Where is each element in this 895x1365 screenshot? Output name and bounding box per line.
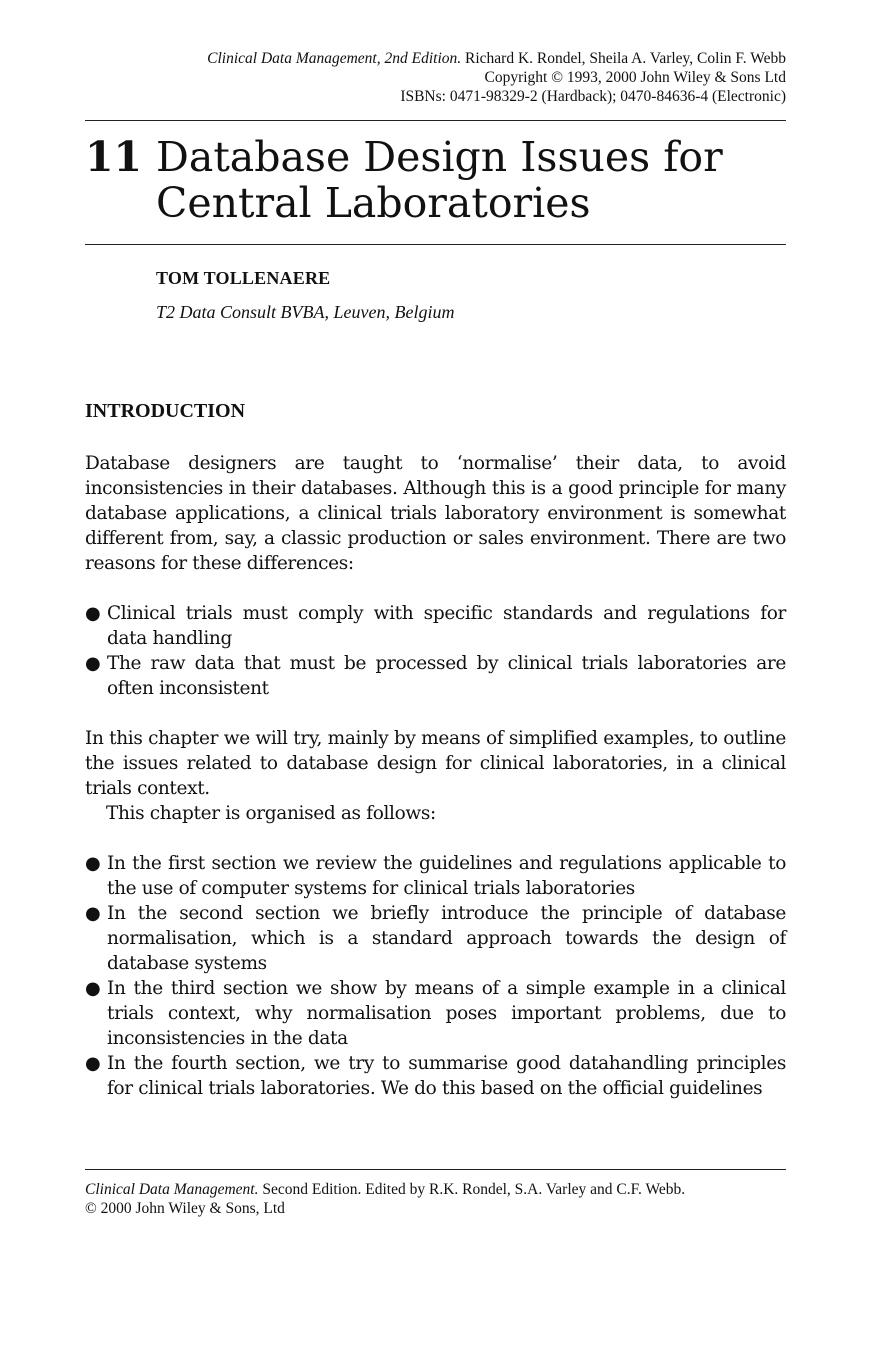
list-item xyxy=(85,601,786,651)
list-item-text: In the second section we briefly introduce the principle of database normalisation, which is a standard approach towards the design of database systems xyxy=(107,903,786,974)
bullet-icon: ● xyxy=(85,853,101,874)
running-header xyxy=(85,49,786,106)
chapter-title xyxy=(156,134,776,226)
bullet-icon: ● xyxy=(85,978,101,999)
list-item-text: Clinical trials must comply with specific standards and regulations for data handling xyxy=(107,603,786,649)
header-authors: Richard K. Rondel, Sheila A. Varley, Colin F. Webb xyxy=(461,50,786,67)
header-book-title: Clinical Data Management, 2nd Edition. xyxy=(207,50,462,67)
list-item xyxy=(85,1051,786,1101)
header-divider xyxy=(85,120,786,121)
header-isbns: ISBNs: 0471-98329-2 (Hardback); 0470-84636-4 (Electronic) xyxy=(400,88,786,105)
intro-paragraph-2: In this chapter we will try, mainly by means of simplified examples, to outline the issues related to database design for clinical laboratories, in a clinical trials context. xyxy=(85,728,786,799)
intro-paragraph-1: Database designers are taught to ‘normalise’ their data, to avoid inconsistencies in their databases. Although this is a good principle for many database applications, a clinical trials laboratory environment is somewhat different from, say, a classic production or sales environment. There are two reasons for these differences: xyxy=(85,453,786,574)
list-item-text: In the third section we show by means of a simple example in a clinical trials context, why normalisation poses important problems, due to inconsistencies in the data xyxy=(107,978,786,1049)
bullet-icon: ● xyxy=(85,903,101,924)
header-citation-line xyxy=(85,49,786,68)
footer-copyright: © 2000 John Wiley & Sons, Ltd xyxy=(85,1200,285,1217)
footer-book-title: Clinical Data Management. xyxy=(85,1181,259,1198)
list-item xyxy=(85,901,786,976)
title-divider xyxy=(85,244,786,245)
author-affiliation: T2 Data Consult BVBA, Leuven, Belgium xyxy=(156,302,455,322)
bullet-icon: ● xyxy=(85,653,101,674)
list-item-text: In the fourth section, we try to summarise good datahandling principles for clinical trials laboratories. We do this based on the official guidelines xyxy=(107,1053,786,1099)
list-item-text: The raw data that must be processed by clinical trials laboratories are often inconsistent xyxy=(107,653,786,699)
chapter-outline-list xyxy=(85,851,786,1101)
intro-paragraph-3: This chapter is organised as follows: xyxy=(106,803,436,824)
reasons-list xyxy=(85,601,786,701)
author-name: TOM TOLLENAERE xyxy=(156,268,331,288)
footer-edition: Second Edition. Edited by R.K. Rondel, S.A. Varley and C.F. Webb. xyxy=(258,1181,686,1198)
list-item-text: In the first section we review the guidelines and regulations applicable to the use of computer systems for clinical trials laboratories xyxy=(107,853,786,899)
section-heading: INTRODUCTION xyxy=(85,400,246,422)
chapter-number: 11 xyxy=(85,133,143,181)
bullet-icon: ● xyxy=(85,603,101,624)
chapter-title-line1: Database Design Issues for xyxy=(156,133,723,181)
list-item xyxy=(85,851,786,901)
chapter-title-line2: Central Laboratories xyxy=(156,179,591,227)
footer-divider xyxy=(85,1169,786,1170)
list-item xyxy=(85,976,786,1051)
header-copyright: Copyright © 1993, 2000 John Wiley & Sons Ltd xyxy=(484,69,786,86)
footer-citation-line xyxy=(85,1180,786,1199)
bullet-icon: ● xyxy=(85,1053,101,1074)
list-item xyxy=(85,651,786,701)
page-footer xyxy=(85,1180,786,1218)
